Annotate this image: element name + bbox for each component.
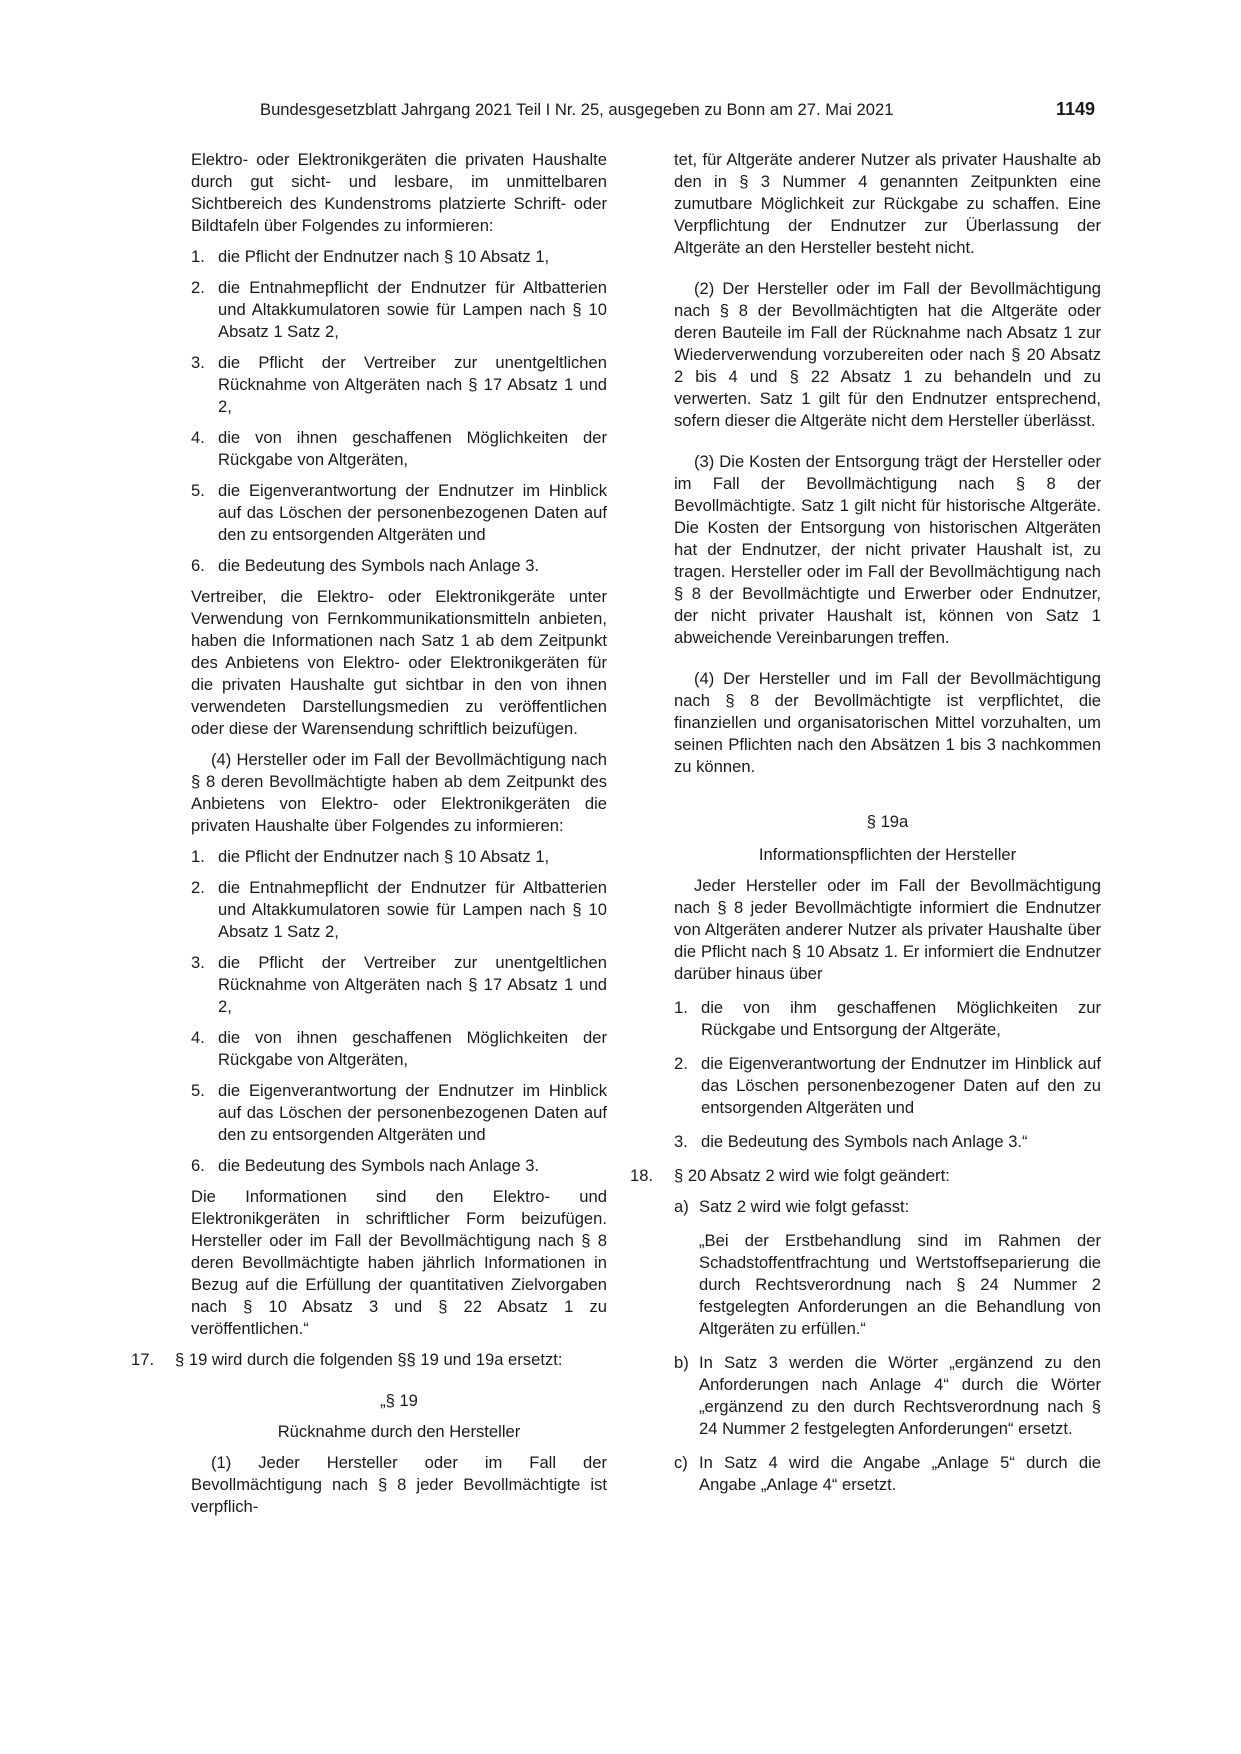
page-number: 1149 bbox=[1056, 99, 1096, 119]
list-item bbox=[191, 1080, 607, 1146]
section-19-title: Rücknahme durch den Hersteller bbox=[277, 1422, 521, 1441]
section-19-heading: „§ 19 bbox=[380, 1391, 418, 1410]
sub-item-text: Satz 2 wird wie folgt gefasst: bbox=[699, 1197, 910, 1216]
list-text: die Bedeutung des Symbols nach Anlage 3. bbox=[218, 556, 540, 575]
list-number: 6. bbox=[191, 1156, 205, 1175]
list-number: 2. bbox=[674, 1054, 688, 1073]
list-number: 1. bbox=[191, 247, 205, 266]
list-number: 1. bbox=[191, 847, 205, 866]
amendment-text: § 20 Absatz 2 wird wie folgt geändert: bbox=[674, 1166, 950, 1185]
continuation-paragraph: tet, für Altgeräte anderer Nutzer als privater Haushalte ab den in § 3 Nummer 4 genannten Zeitpunkten eine zumutbare Möglichkeit zur Rückgabe zu schaffen. Eine Verpflichtung der Endnutzer zur Überlassung der Altgeräte an den Hersteller besteht nicht. bbox=[674, 150, 1101, 257]
list-number: 5. bbox=[191, 481, 205, 500]
list-item bbox=[191, 427, 607, 471]
informationen-paragraph: Die Informationen sind den Elektro- und Elektronikgeräten in schriftlicher Form beizufügen. Hersteller oder im Fall der Bevollmächtigung nach § 8 deren Bevollmächtigte haben jährlich Informationen in Bezug auf die Erfüllung der quantitativen Zielvorgaben nach § 10 Absatz 3 und § 22 Absatz 1 zu veröffentlichen.“ bbox=[191, 1187, 607, 1338]
list-number: 5. bbox=[191, 1081, 205, 1100]
sub-item-text: In Satz 4 wird die Angabe „Anlage 5“ durch die Angabe „Anlage 4“ ersetzt. bbox=[699, 1453, 1101, 1494]
sub-item-text: In Satz 3 werden die Wörter „ergänzend zu den Anforderungen nach Anlage 4“ durch die Wörter „ergänzend zu den durch Rechtsverordnung nach § 24 Nummer 2 festgelegten Anforderungen“ ersetzt. bbox=[699, 1353, 1101, 1438]
list-text: die Bedeutung des Symbols nach Anlage 3.“ bbox=[701, 1132, 1028, 1151]
sub-item-c bbox=[674, 1452, 1101, 1496]
list-item bbox=[674, 1131, 1101, 1153]
header-title: Bundesgesetzblatt Jahrgang 2021 Teil I Nr. 25, ausgegeben zu Bonn am 27. Mai 2021 bbox=[260, 100, 894, 119]
right-indented-block bbox=[630, 149, 1101, 1153]
sub-item-label: c) bbox=[674, 1453, 688, 1472]
list-item bbox=[191, 846, 607, 868]
list-item bbox=[191, 1027, 607, 1071]
vertreiber-paragraph: Vertreiber, die Elektro- oder Elektronikgeräte unter Verwendung von Fernkommunikationsmitteln anbieten, haben die Informationen nach Satz 1 ab dem Zeitpunkt des Anbietens von Elektro- oder Elektronikgeräten für die privaten Haushalte gut sichtbar in den von ihnen verwendeten Darstellungsmedien zu veröffentlichen oder diese der Warensendung schriftlich beizufügen. bbox=[191, 587, 607, 738]
list-number: 3. bbox=[191, 353, 205, 372]
section-19-paragraph-2: (2) Der Hersteller oder im Fall der Bevollmächtigung nach § 8 der Bevollmächtigten hat die Altgeräte oder deren Bauteile im Fall der Rücknahme nach Absatz 1 zur Wiederverwendung vorzubereiten oder nach § 20 Absatz 2 bis 4 und § 22 Absatz 1 zu behandeln und zu verwerten. Satz 1 gilt für den Endnutzer entsprechend, sofern dieser die Altgeräte nicht dem Hersteller überlässt. bbox=[674, 279, 1101, 430]
section-19a-heading: § 19a bbox=[866, 812, 909, 831]
list-text: die Entnahmepflicht der Endnutzer für Altbatterien und Altakkumulatoren sowie für Lampen nach § 10 Absatz 1 Satz 2, bbox=[218, 878, 607, 941]
list-number: 3. bbox=[191, 953, 205, 972]
list-item bbox=[191, 877, 607, 943]
list-item bbox=[191, 555, 607, 577]
list-text: die Pflicht der Endnutzer nach § 10 Absatz 1, bbox=[218, 847, 550, 866]
sub-item-a bbox=[674, 1196, 1101, 1218]
amendment-number: 17. bbox=[131, 1350, 155, 1369]
paragraph-4: (4) Hersteller oder im Fall der Bevollmächtigung nach § 8 deren Bevollmächtigte haben ab dem Zeitpunkt des Anbietens von Elektro- oder Elektronikgeräten die privaten Haushalte über Folgendes zu informieren: bbox=[191, 750, 607, 835]
list-text: die von ihm geschaffenen Möglichkeiten zur Rückgabe und Entsorgung der Altgeräte, bbox=[701, 998, 1101, 1039]
section-19-paragraph-4: (4) Der Hersteller und im Fall der Bevollmächtigung nach § 8 der Bevollmächtigte ist verpflichtet, die finanziellen und organisatorischen Mittel vorzuhalten, um seinen Pflichten nach den Absätzen 1 bis 3 nachkommen zu können. bbox=[674, 669, 1101, 776]
section-19-paragraph-1: (1) Jeder Hersteller oder im Fall der Bevollmächtigung nach § 8 jeder Bevollmächtigte ist verpflich- bbox=[191, 1453, 607, 1516]
list-text: die Pflicht der Endnutzer nach § 10 Absatz 1, bbox=[218, 247, 550, 266]
list-text: die Entnahmepflicht der Endnutzer für Altbatterien und Altakkumulatoren sowie für Lampen nach § 10 Absatz 1 Satz 2, bbox=[218, 278, 607, 341]
list-text: die Eigenverantwortung der Endnutzer im Hinblick auf das Löschen der personenbezogenen Daten auf den zu entsorgenden Altgeräten und bbox=[218, 481, 607, 544]
list-number: 2. bbox=[191, 878, 205, 897]
list-item bbox=[191, 277, 607, 343]
list-number: 1. bbox=[674, 998, 688, 1017]
sub-item-label: b) bbox=[674, 1353, 689, 1372]
list-text: die Eigenverantwortung der Endnutzer im Hinblick auf das Löschen der personenbezogenen Daten auf den zu entsorgenden Altgeräten und bbox=[218, 1081, 607, 1144]
list-item bbox=[674, 997, 1101, 1041]
list-text: die Eigenverantwortung der Endnutzer im Hinblick auf das Löschen personenbezogener Daten auf den zu entsorgenden Altgeräten und bbox=[701, 1054, 1101, 1117]
list-number: 4. bbox=[191, 428, 205, 447]
list-number: 6. bbox=[191, 556, 205, 575]
list-text: die Pflicht der Vertreiber zur unentgeltlichen Rücknahme von Altgeräten nach § 17 Absatz 1 und 2, bbox=[218, 953, 607, 1016]
section-19-paragraph-3: (3) Die Kosten der Entsorgung trägt der Hersteller oder im Fall der Bevollmächtigung nach § 8 der Bevollmächtigte. Satz 1 gilt nicht für historische Altgeräte. Die Kosten der Entsorgung von historischen Altgeräten hat der Endnutzer, der nicht privater Haushalt ist, zu tragen. Hersteller oder im Fall der Bevollmächtigung nach § 8 der Bevollmächtigte und Erwerber oder Endnutzer, der nicht privater Haushalt ist, können von Satz 1 abweichende Vereinbarungen treffen. bbox=[674, 452, 1101, 647]
sub-item-b bbox=[674, 1352, 1101, 1440]
list-number: 3. bbox=[674, 1132, 688, 1151]
list-number: 2. bbox=[191, 278, 205, 297]
list-item bbox=[191, 246, 607, 268]
page-header bbox=[0, 99, 1241, 123]
list-item bbox=[674, 1053, 1101, 1119]
list-text: die Bedeutung des Symbols nach Anlage 3. bbox=[218, 1156, 540, 1175]
list-item bbox=[191, 952, 607, 1018]
list-text: die von ihnen geschaffenen Möglichkeiten der Rückgabe von Altgeräten, bbox=[218, 428, 607, 469]
sub-item-label: a) bbox=[674, 1197, 689, 1216]
list-text: die von ihnen geschaffenen Möglichkeiten der Rückgabe von Altgeräten, bbox=[218, 1028, 607, 1069]
list-item bbox=[191, 480, 607, 546]
amendment-item-17 bbox=[131, 1349, 607, 1371]
list-text: die Pflicht der Vertreiber zur unentgeltlichen Rücknahme von Altgeräten nach § 17 Absatz 1 und 2, bbox=[218, 353, 607, 416]
list-number: 4. bbox=[191, 1028, 205, 1047]
section-19-block bbox=[131, 1390, 607, 1518]
list-item bbox=[191, 1155, 607, 1177]
section-19a-title: Informationspflichten der Hersteller bbox=[758, 845, 1017, 864]
list-item bbox=[191, 352, 607, 418]
right-column bbox=[630, 149, 1101, 1496]
amendment-text: § 19 wird durch die folgenden §§ 19 und 19a ersetzt: bbox=[175, 1350, 563, 1369]
sub-item-a-quote: „Bei der Erstbehandlung sind im Rahmen der Schadstoffentfrachtung und Wertstoffseparierung die durch Rechtsverordnung nach § 24 Nummer 2 festgelegten Anforderungen an die Behandlung von Altgeräten zu erfüllen.“ bbox=[699, 1231, 1101, 1338]
amendment-18-subitems bbox=[630, 1196, 1101, 1496]
left-indented-block bbox=[131, 149, 607, 1340]
amendment-item-18 bbox=[630, 1165, 1101, 1187]
section-19a-paragraph: Jeder Hersteller oder im Fall der Bevollmächtigung nach § 8 jeder Bevollmächtigte informiert die Endnutzer von Altgeräten anderer Nutzer als privater Haushalte über die Pflicht nach § 10 Absatz 1. Er informiert die Endnutzer darüber hinaus über bbox=[674, 876, 1101, 983]
left-column bbox=[131, 149, 607, 1518]
amendment-number: 18. bbox=[630, 1166, 654, 1185]
intro-paragraph: Elektro- oder Elektronikgeräten die privaten Haushalte durch gut sicht- und lesbare, im unmittelbaren Sichtbereich des Kundenstroms platzierte Schrift- oder Bildtafeln über Folgendes zu informieren: bbox=[191, 150, 607, 235]
